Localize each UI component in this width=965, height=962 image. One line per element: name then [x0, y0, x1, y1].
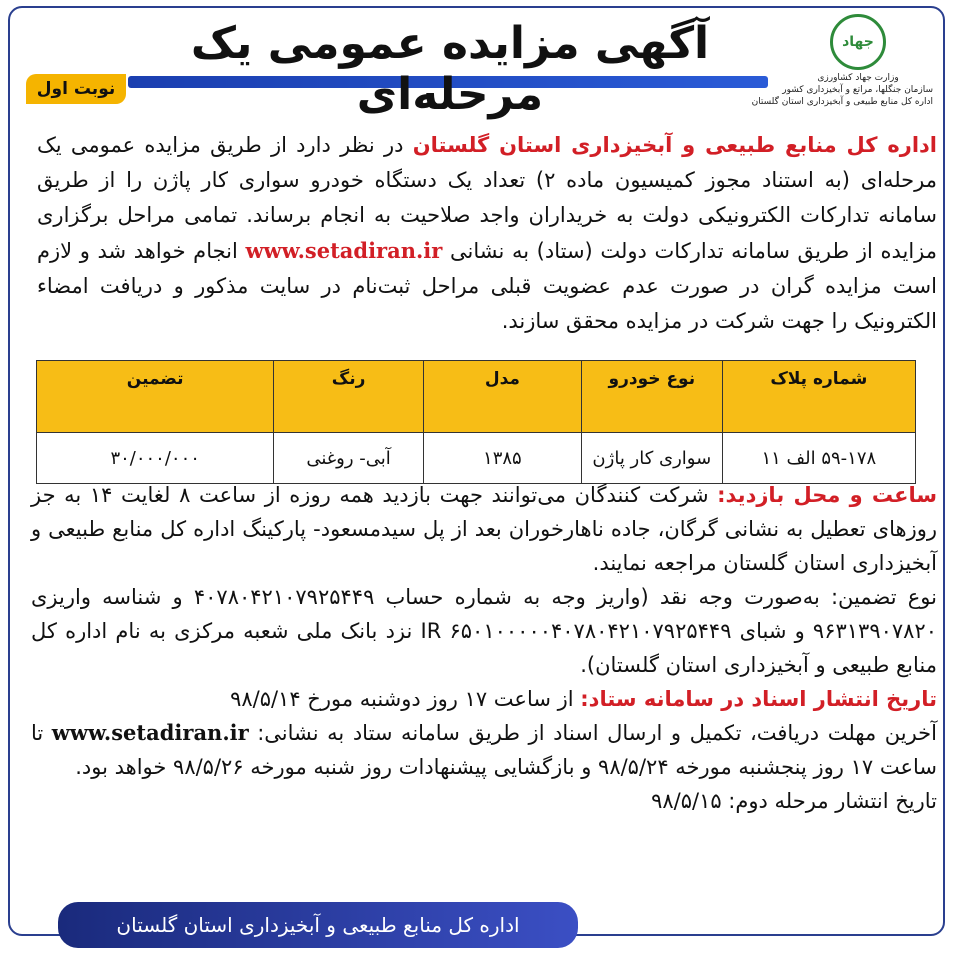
logo-line-3: اداره کل منابع طبیعی و آبخیزداری استان گلستان	[751, 97, 933, 107]
col-guarantee: تضمین	[37, 361, 274, 433]
vehicle-table	[36, 360, 916, 484]
org-name: اداره کل منابع طبیعی و آبخیزداری استان گلستان	[412, 133, 937, 157]
ministry-logo	[751, 8, 933, 116]
visit-text: شرکت کنندگان می‌توانند جهت بازدید همه روزه از ساعت ۸ لغایت ۱۴ به جز روزهای تعطیل به نشانی گرگان، جاده ناهارخوران بعد از پل سیدمسعود- پارکینگ اداره کل منابع طبیعی و آبخیزداری استان گلستان مراجعه نمایند.	[31, 483, 937, 575]
col-type: نوع خودرو	[582, 361, 723, 433]
intro-text-1: در نظر دارد از طریق مزایده عمومی یک مرحله‌ای (به استناد مجوز کمیسیون ماده ۲) تعداد یک دستگاه خودرو سواری کار پاژن را از طریق سامانه تدارکات الکترونیکی دولت به خریداران واجد صلاحیت به انجام برساند. تمامی مراحل برگزاری مزایده از طریق سامانه تدارکات دولت (ستاد) به نشانی	[37, 133, 938, 263]
publish-text: از ساعت ۱۷ روز دوشنبه مورخ ۹۸/۵/۱۴	[230, 687, 581, 711]
publish-label: تاریخ انتشار اسناد در سامانه ستاد:	[580, 687, 937, 711]
cell-color: آبی- روغنی	[274, 433, 423, 484]
col-color: رنگ	[274, 361, 423, 433]
logo-line-1: وزارت جهاد کشاورزی	[817, 73, 899, 83]
round-badge: نوبت اول	[26, 74, 126, 104]
footer-banner: اداره کل منابع طبیعی و آبخیزداری استان گلستان	[58, 902, 578, 948]
visit-label: ساعت و محل بازدید:	[717, 483, 937, 507]
cell-plate: ۵۹-۱۷۸ الف ۱۱	[722, 433, 915, 484]
cell-model: ۱۳۸۵	[423, 433, 581, 484]
deadline-paragraph	[31, 716, 937, 784]
col-model: مدل	[423, 361, 581, 433]
col-plate: شماره پلاک	[722, 361, 915, 433]
guarantee-paragraph: نوع تضمین: به‌صورت وجه نقد (واریز وجه به شماره حساب ۴۰۷۸۰۴۲۱۰۷۹۲۵۴۴۹ و شناسه واریزی ۹۶۳۱۳۹۰۷۸۲۰ و شبای IR ۶۵۰۱۰۰۰۰۰۴۰۷۸۰۴۲۱۰۷۹۲۵۴۴۹ نزد بانک ملی شعبه مرکزی به نام اداره کل منابع طبیعی و آبخیزداری استان گلستان).	[31, 585, 937, 677]
intro-paragraph	[37, 128, 937, 339]
visit-paragraph	[31, 478, 937, 580]
cell-guarantee: ۳۰/۰۰۰/۰۰۰	[37, 433, 274, 484]
notice-title: آگهی مزایده عمومی یک مرحله‌ای	[190, 18, 710, 120]
deadline-text-2: تا ساعت ۱۷ روز پنجشنبه مورخه ۹۸/۵/۲۴ و بازگشایی پیشنهادات روز شنبه مورخه ۹۸/۵/۲۶ خواهد بود.	[31, 721, 937, 779]
table-header-row	[37, 361, 916, 433]
logo-line-2: سازمان جنگلها، مراتع و آبخیزداری کشور	[782, 85, 933, 95]
deadline-link[interactable]: www.setadiran.ir	[51, 720, 249, 745]
setadiran-link[interactable]: www.setadiran.ir	[245, 238, 443, 263]
details-section	[31, 478, 937, 818]
second-round-date: تاریخ انتشار مرحله دوم: ۹۸/۵/۱۵	[651, 789, 937, 813]
publish-paragraph	[31, 682, 937, 716]
table-row	[37, 433, 916, 484]
header	[8, 8, 945, 118]
jahad-logo-icon: جهاد	[830, 14, 886, 70]
cell-type: سواری کار پاژن	[582, 433, 723, 484]
deadline-text-1: آخرین مهلت دریافت، تکمیل و ارسال اسناد از طریق سامانه ستاد به نشانی:	[248, 721, 937, 745]
intro-text-2: انجام خواهد شد و لازم است مزایده گران در صورت عدم عضویت قبلی مراحل ثبت‌نام در سایت مذکور و دریافت امضاء الکترونیک را جهت شرکت در مزایده محقق سازند.	[37, 239, 937, 333]
